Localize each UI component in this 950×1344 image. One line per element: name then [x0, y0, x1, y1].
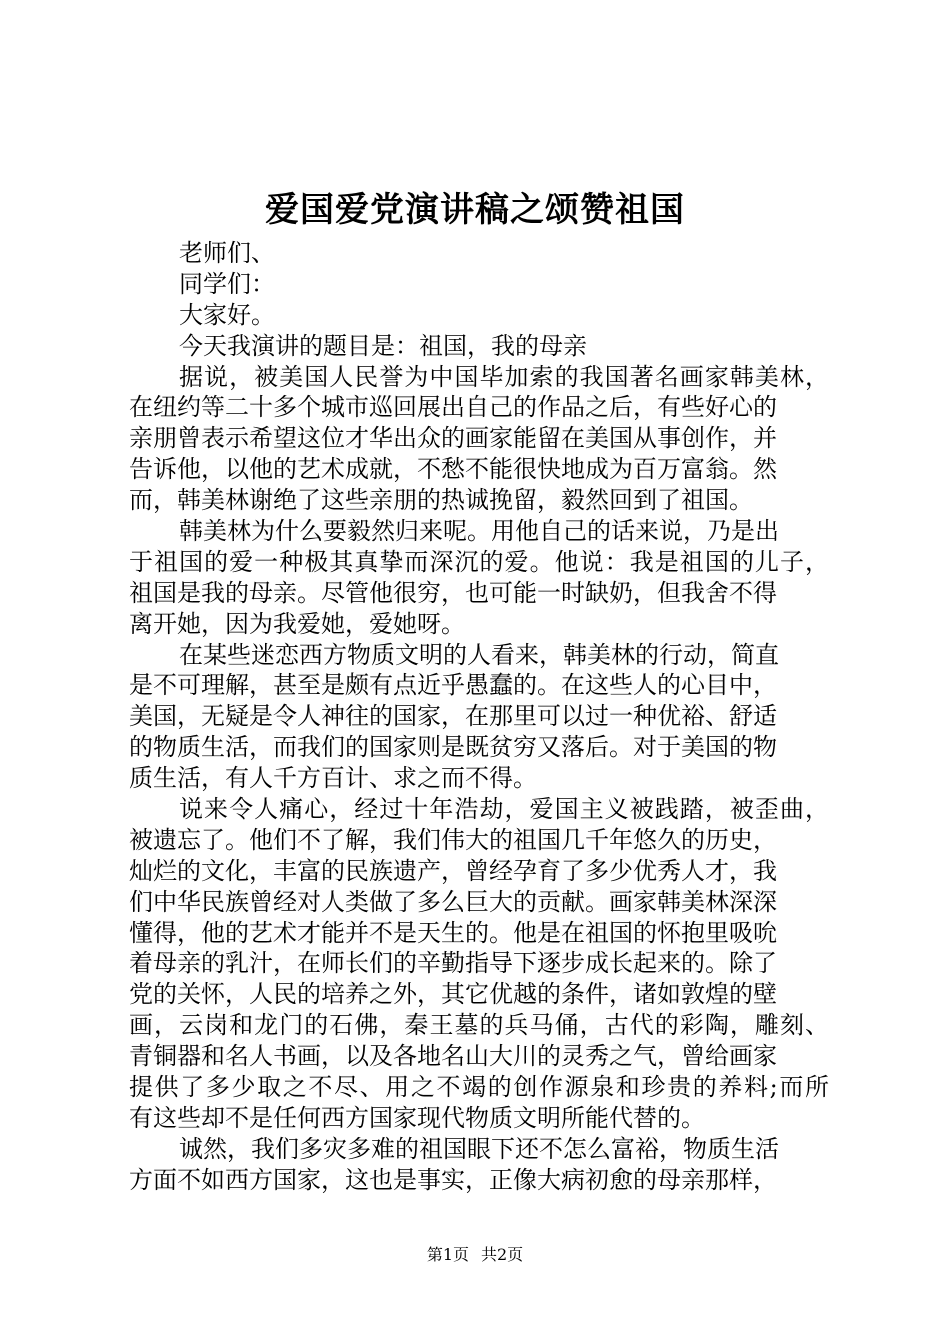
text-line: 方面不如西方国家，这也是事实，正像大病初愈的母亲那样， — [129, 1165, 777, 1194]
text-line: 大家好。 — [179, 300, 275, 329]
text-line: 的物质生活，而我们的国家则是既贫穷又落后。对于美国的物 — [129, 733, 777, 762]
text-line: 告诉他，以他的艺术成就，不愁不能很快地成为百万富翁。然 — [129, 455, 777, 484]
text-line: 老师们、 — [179, 239, 275, 267]
text-line: 在纽约等二十多个城市巡回展出自己的作品之后，有些好心的 — [129, 393, 777, 422]
page-number: 第1页 — [426, 1245, 469, 1264]
text-line: 是不可理解，甚至是颇有点近乎愚蠢的。在这些人的心目中， — [129, 671, 777, 700]
text-line: 同学们： — [179, 269, 275, 298]
text-line: 有这些却不是任何西方国家现代物质文明所能代替的。 — [129, 1103, 705, 1132]
text-line: 亲朋曾表示希望这位才华出众的画家能留在美国从事创作，并 — [129, 424, 777, 453]
text-line: 祖国是我的母亲。尽管他很穷，也可能一时缺奶，但我舍不得 — [129, 578, 777, 607]
text-line: 今天我演讲的题目是：祖国，我的母亲 — [179, 331, 587, 360]
text-line: 说来令人痛心，经过十年浩劫，爱国主义被践踏，被歪曲， — [179, 795, 831, 824]
page-total: 共2页 — [481, 1245, 524, 1264]
document-body — [129, 238, 829, 1196]
text-line: 而，韩美林谢绝了这些亲朋的热诚挽留，毅然回到了祖国。 — [129, 486, 753, 515]
page-footer — [0, 1244, 950, 1266]
text-line: 美国，无疑是令人神往的国家，在那里可以过一种优裕、舒适 — [129, 702, 777, 731]
text-line: 青铜器和名人书画，以及各地名山大川的灵秀之气，曾给画家 — [129, 1042, 777, 1071]
text-line: 着母亲的乳汁，在师长们的辛勤指导下逐步成长起来的。除了 — [129, 949, 777, 978]
text-line: 被遗忘了。他们不了解，我们伟大的祖国几千年悠久的历史， — [129, 825, 777, 854]
text-line: 在某些迷恋西方物质文明的人看来，韩美林的行动，简直 — [179, 640, 779, 669]
text-line: 质生活，有人千方百计、求之而不得。 — [129, 764, 537, 793]
text-line: 灿烂的文化，丰富的民族遗产，曾经孕育了多少优秀人才，我 — [129, 856, 777, 885]
text-line: 据说，被美国人民誉为中国毕加索的我国著名画家韩美林， — [179, 362, 831, 391]
document-title: 爱国爱党演讲稿之颂赞祖国 — [265, 190, 685, 230]
text-line: 党的关怀，人民的培养之外，其它优越的条件，诸如敦煌的壁 — [129, 980, 777, 1009]
text-line: 于祖国的爱一种极其真挚而深沉的爱。他说：我是祖国的儿子， — [129, 547, 831, 576]
text-line: 提供了多少取之不尽、用之不竭的创作源泉和珍贵的养料;而所 — [129, 1073, 831, 1102]
text-line: 画，云岗和龙门的石佛，秦王墓的兵马俑，古代的彩陶，雕刻、 — [129, 1011, 831, 1040]
text-line: 诚然，我们多灾多难的祖国眼下还不怎么富裕，物质生活 — [179, 1134, 779, 1163]
text-line: 们中华民族曾经对人类做了多么巨大的贡献。画家韩美林深深 — [129, 887, 777, 916]
text-line: 韩美林为什么要毅然归来呢。用他自己的话来说，乃是出 — [179, 517, 779, 546]
text-line: 离开她，因为我爱她，爱她呀。 — [129, 609, 465, 638]
text-line: 懂得，他的艺术才能并不是天生的。他是在祖国的怀抱里吸吮 — [129, 918, 777, 947]
